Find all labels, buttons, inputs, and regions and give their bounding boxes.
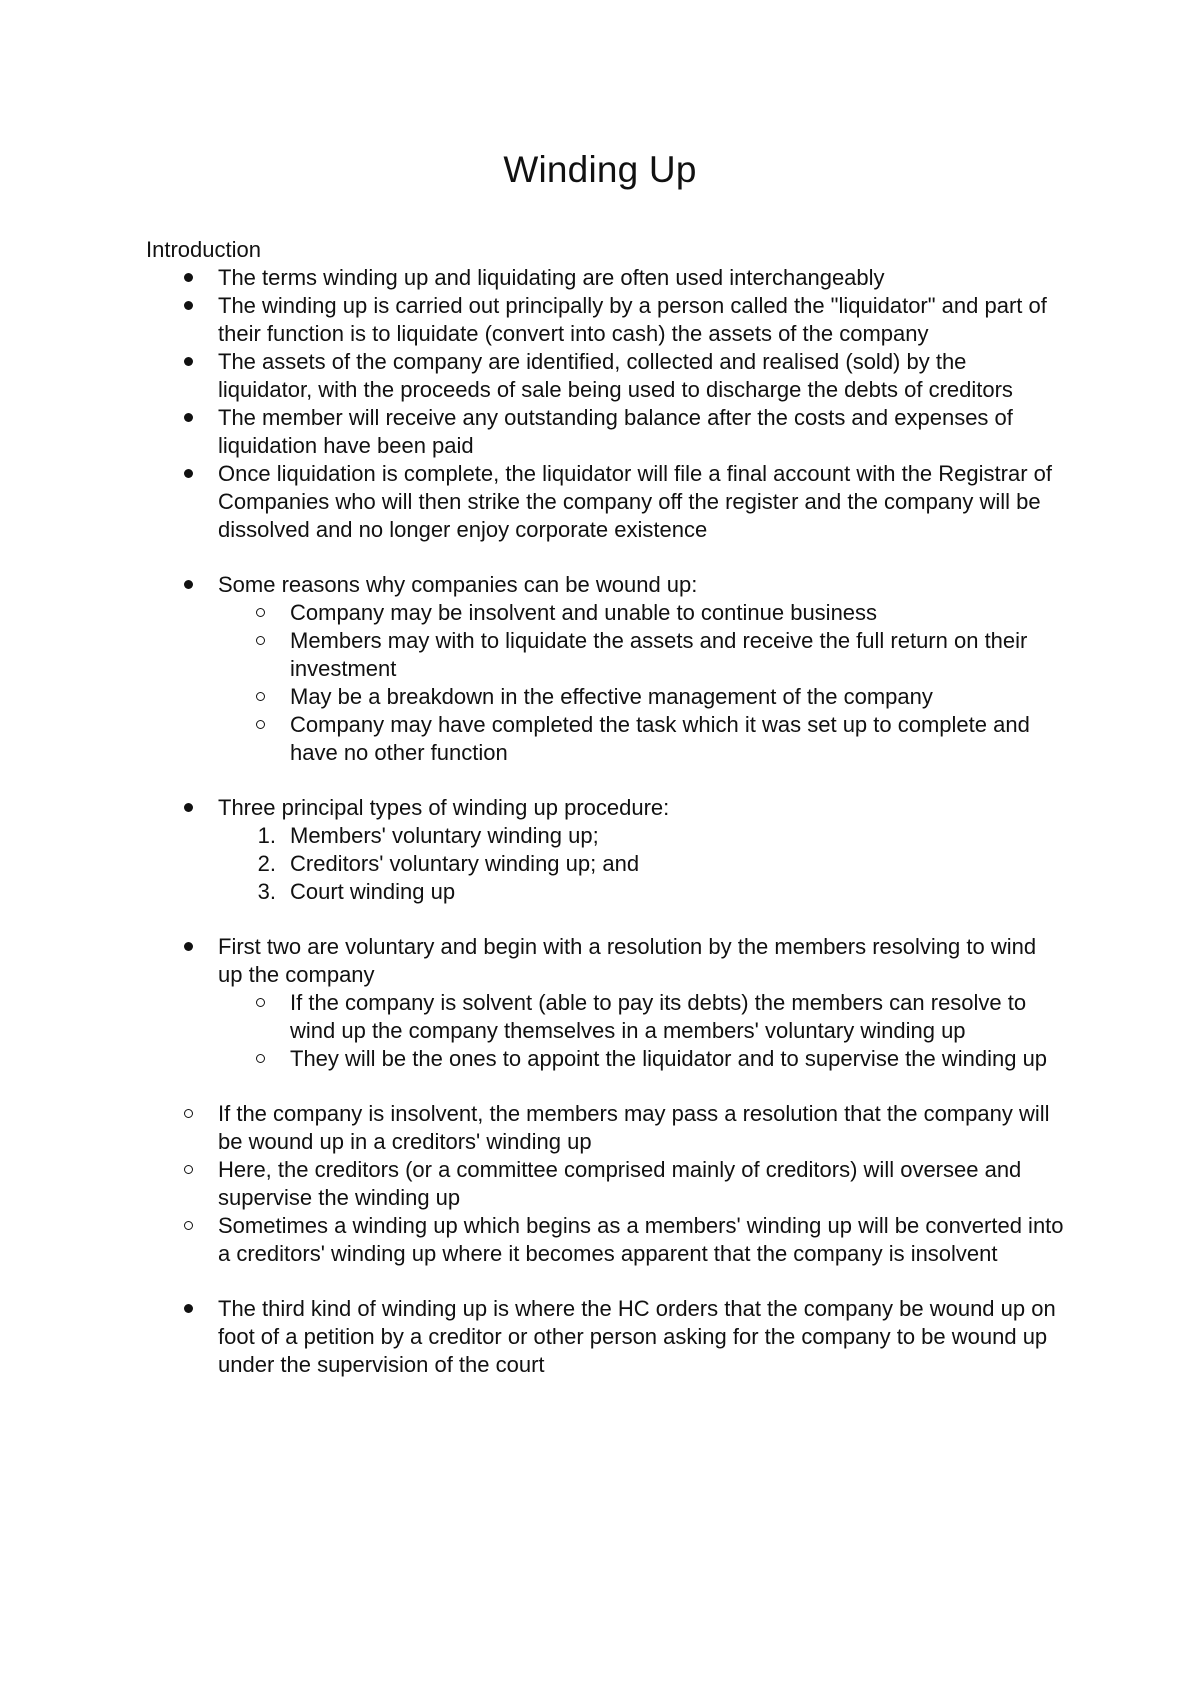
list-item-text: If the company is insolvent, the members may pass a resolution that the company will be wound up in a creditors' winding up (218, 1101, 1050, 1154)
list-item (146, 292, 1066, 348)
list-item-text: Some reasons why companies can be wound up: (218, 572, 698, 597)
sub-list-item (146, 599, 1066, 627)
list-item (146, 460, 1066, 544)
list-item (146, 348, 1066, 404)
sub-list-item (146, 711, 1066, 767)
list-item (146, 1156, 1066, 1212)
list-item (146, 1100, 1066, 1156)
numbered-list-item: 1. Members' voluntary winding up; (257, 823, 599, 848)
list-item-text: They will be the ones to appoint the liquidator and to supervise the winding up (290, 1046, 1048, 1071)
sub-list-item (146, 627, 1066, 683)
document-title: Winding Up (503, 149, 697, 190)
list-item-text: The assets of the company are identified, collected and realised (sold) by the liquidator, with the proceeds of sale being used to discharge the debts of creditors (218, 349, 1013, 402)
spacer (146, 1073, 1066, 1100)
numbered-list-item: 3. Court winding up (257, 879, 456, 904)
sub-list-item (146, 1045, 1066, 1073)
spacer (146, 767, 1066, 794)
list-item-text: May be a breakdown in the effective management of the company (290, 684, 933, 709)
list-item (146, 1212, 1066, 1268)
list-item-text: If the company is solvent (able to pay its debts) the members can resolve to wind up the company themselves in a members' voluntary winding up (290, 990, 1027, 1043)
list-item-text: Members' voluntary winding up; (290, 823, 599, 848)
intro-bullet-list (146, 264, 1066, 544)
spacer (146, 1268, 1066, 1295)
list-item-text: The terms winding up and liquidating are often used interchangeably (218, 265, 885, 290)
list-item-voluntary (146, 933, 1066, 989)
list-item-text: Once liquidation is complete, the liquidator will file a final account with the Registrar of Companies who will then strike the company off the register and the company will be dissolved and no longer enjoy corporate existence (218, 461, 1052, 542)
document-body (146, 236, 1066, 1379)
sub-list-item (146, 989, 1066, 1045)
list-item-text: Court winding up (290, 879, 456, 904)
list-item-types (146, 794, 1066, 822)
list-item-text: Creditors' voluntary winding up; and (290, 851, 640, 876)
types-list (146, 794, 1066, 906)
voluntary-list (146, 933, 1066, 1073)
creditors-list (146, 1100, 1066, 1268)
list-item-text: Sometimes a winding up which begins as a members' winding up will be converted into a creditors' winding up where it becomes apparent that the company is insolvent (218, 1213, 1064, 1266)
list-item-text: Members may with to liquidate the assets and receive the full return on their investment (290, 628, 1028, 681)
list-item (146, 264, 1066, 292)
list-item-text: First two are voluntary and begin with a resolution by the members resolving to wind up the company (218, 934, 1037, 987)
court-list (146, 1295, 1066, 1379)
list-item-text: Company may have completed the task which it was set up to complete and have no other function (290, 712, 1030, 765)
numbered-list-item: 2. Creditors' voluntary winding up; and (257, 851, 640, 876)
list-item-text: Here, the creditors (or a committee comprised mainly of creditors) will oversee and supervise the winding up (218, 1157, 1022, 1210)
list-item-text: The member will receive any outstanding balance after the costs and expenses of liquidation have been paid (218, 405, 1013, 458)
spacer (146, 544, 1066, 571)
spacer (146, 906, 1066, 933)
list-item-text: Three principal types of winding up procedure: (218, 795, 670, 820)
list-item (146, 404, 1066, 460)
reasons-list (146, 571, 1066, 767)
list-item-text: The third kind of winding up is where the HC orders that the company be wound up on foot of a petition by a creditor or other person asking for the company to be wound up under the supervision of the court (218, 1296, 1056, 1377)
list-item-text: Company may be insolvent and unable to continue business (290, 600, 878, 625)
sub-list-item (146, 683, 1066, 711)
list-item-court (146, 1295, 1066, 1379)
section-heading-introduction: Introduction (146, 237, 261, 262)
list-item-reasons (146, 571, 1066, 599)
list-item-text: The winding up is carried out principally by a person called the "liquidator" and part of their function is to liquidate (convert into cash) the assets of the company (218, 293, 1047, 346)
